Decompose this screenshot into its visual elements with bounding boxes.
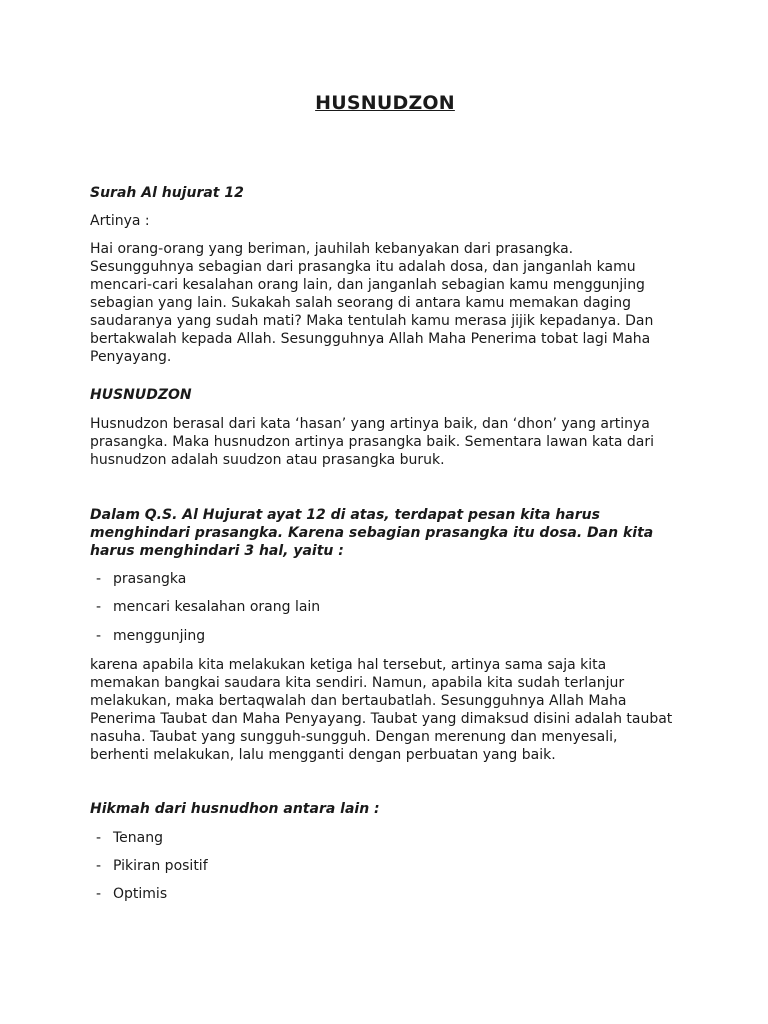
definition-paragraph: Husnudzon berasal dari kata ‘hasan’ yang artinya baik, dan ‘dhon’ yang artinya prasangka. Maka husnudzon artinya prasangka baik. Sementara lawan kata dari husnudzon adalah suudzon atau prasangka buruk.: [90, 416, 655, 468]
bullet-dash: -: [96, 571, 102, 587]
list-item: [96, 598, 320, 616]
list-item-text: menggunjing: [113, 628, 206, 644]
husnudzon-heading: HUSNUDZON: [90, 387, 192, 403]
bullet-dash: -: [96, 858, 102, 874]
bullet-dash: -: [96, 830, 102, 846]
translation-paragraph: Hai orang-orang yang beriman, jauhilah kebanyakan dari prasangka. Sesungguhnya sebagian dari prasangka itu adalah dosa, dan janganlah kamu mencari-cari kesalahan orang lain, dan janganlah sebagian kamu menggunjing sebagian yang lain. Sukakah salah seorang di antara kamu memakan daging saudaranya yang sudah mati? Maka tentulah kamu merasa jijik kepadanya. Dan bertakwalah kepada Allah. Sesungguhnya Allah Maha Penerima tobat lagi Maha Penyayang.: [90, 241, 654, 365]
list-item: [96, 627, 205, 645]
avoid-intro: Dalam Q.S. Al Hujurat ayat 12 di atas, terdapat pesan kita harus menghindari prasangka. Karena sebagian prasangka itu dosa. Dan kita harus menghindari 3 hal, yaitu :: [90, 507, 654, 559]
list-item-text: Tenang: [113, 830, 163, 846]
hikmah-heading: Hikmah dari husnudhon antara lain :: [90, 801, 380, 817]
artinya-label: Artinya :: [90, 213, 150, 229]
list-item: [96, 885, 167, 903]
bullet-dash: -: [96, 599, 102, 615]
list-item-text: mencari kesalahan orang lain: [113, 599, 321, 615]
surah-heading: Surah Al hujurat 12: [90, 185, 244, 201]
bullet-dash: -: [96, 628, 102, 644]
list-item-text: Optimis: [113, 886, 168, 902]
list-item-text: Pikiran positif: [113, 858, 208, 874]
list-item: [96, 829, 163, 847]
bullet-dash: -: [96, 886, 102, 902]
list-item: [96, 857, 208, 875]
list-item-text: prasangka: [113, 571, 187, 587]
page-title: HUSNUDZON: [315, 92, 455, 114]
list-item: [96, 570, 186, 588]
consequence-paragraph: karena apabila kita melakukan ketiga hal tersebut, artinya sama saja kita memakan bangkai saudara kita sendiri. Namun, apabila kita sudah terlanjur melakukan, maka bertaqwalah dan bertaubatlah. Sesungguhnya Allah Maha Penerima Taubat dan Maha Penyayang. Taubat yang dimaksud disini adalah taubat nasuha. Taubat yang sungguh-sungguh. Dengan merenung dan menyesali, berhenti melakukan, lalu mengganti dengan perbuatan yang baik.: [90, 657, 673, 763]
